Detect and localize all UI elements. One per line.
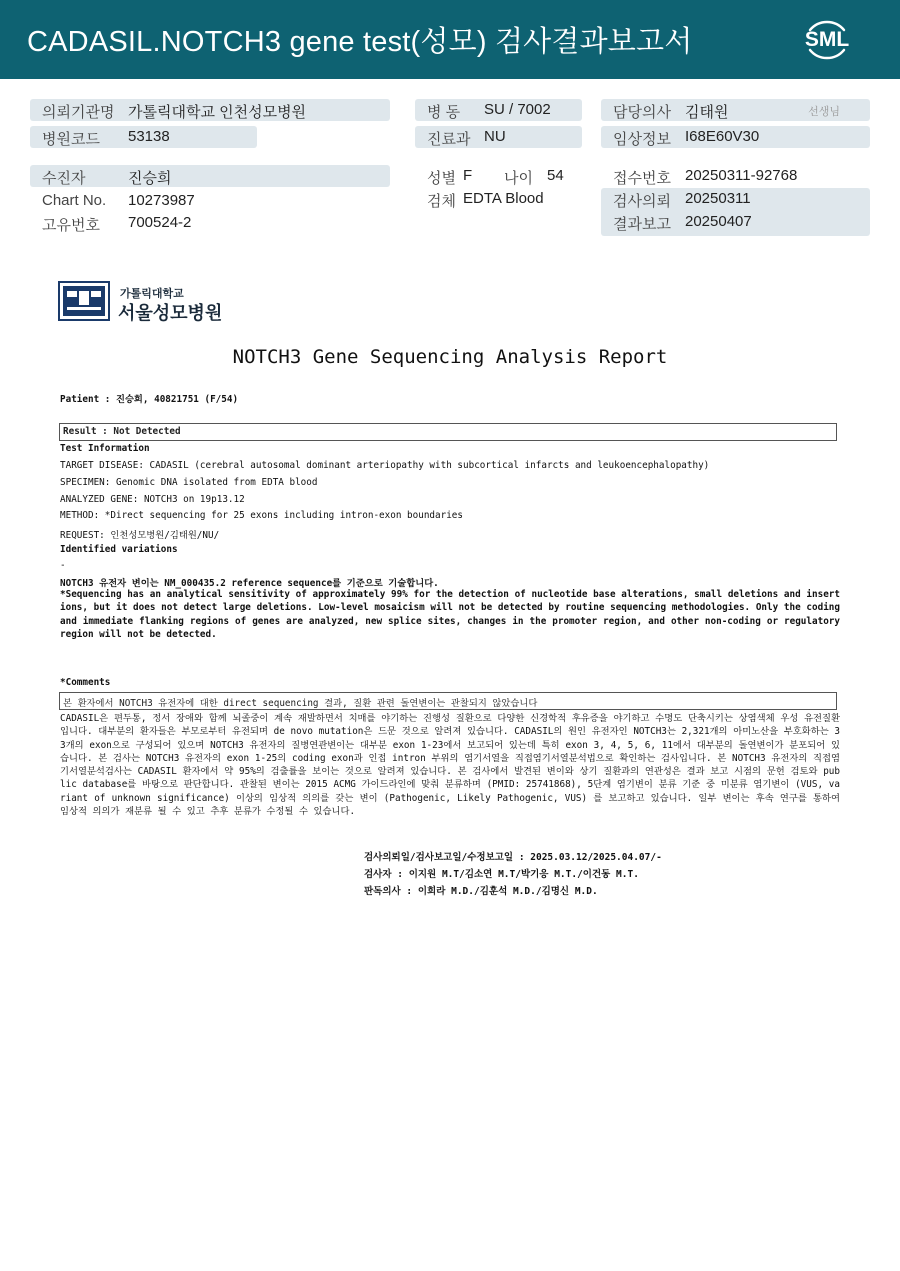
ward-value: SU / 7002	[484, 101, 551, 118]
sex-value: F	[463, 167, 473, 184]
report-date-value: 20250407	[685, 213, 752, 230]
department-field	[415, 126, 582, 148]
patient-value: 진승희	[128, 170, 172, 187]
age-label: 나이	[504, 170, 533, 187]
sensitivity-note: *Sequencing has an analytical sensitivity of approximately 99% for the detection of nucleotide base alterations, small deletions and insertions, but it does not detect large deletions. Low-level mosaicism will not be detected by routine sequencing methodologies. Only the coding and immediate flanking regions of genes are analyzed, new splice sites, changes in the promoter region, and other non-coding or regulatory region will not be detected.	[60, 589, 840, 640]
patient-line: Patient : 진승희, 40821751 (F/54)	[60, 394, 239, 405]
hospital-code-field	[30, 126, 257, 148]
hospital-code-label: 병원코드	[42, 131, 100, 148]
doctor-label: 담당의사	[613, 104, 671, 121]
receipt-no-label: 접수번호	[613, 170, 671, 187]
unique-no-field	[30, 212, 390, 234]
comment-body: CADASIL은 편두통, 정서 장애와 함께 뇌졸중이 계속 재발하면서 치매를 야기하는 진행성 질환으로 다양한 신경학적 후유증을 야기하고 수명도 단축시키는 상염색체 우성 유전질환입니다. 대부분의 환자들은 부모로부터 유전되며 de novo mutation은 드문 것으로 알려져 있습니다. CADASIL의 원인 유전자인 NOTCH3는 2,321개의 아미노산을 부호화하는 33개의 exon으로 구성되어 있으며 NOTCH3 유전자의 질병연관변이는 대부분 exon 1-23에서 보고되어 있는데 특히 exon 3, 4, 5, 6, 11에서 대부분의 돌연변이가 분포되어 있습니다. 본 검사는 NOTCH3 유전자의 exon 1-25의 coding exon과 인접 intron 부위의 염기서열을 직접염기서열분석법으로 확인하는 검사입니다. 본 NOTCH3 유전자의 직접염기서열분석검사는 CADASIL 환자에서 약 95%의 검출률을 보이는 것으로 알려져 있습니다. 본 검사에서 발견된 변이와 상기 질환과의 연관성은 결과 보고 시점의 문헌 검토와 public database를 바탕으로 판단합니다. 관찰된 변이는 2015 ACMG 가이드라인에 맞춰 분류하며 (PMID: 25741868), 5단계 염기변이 분류 기준 중 미분류 염기변이 (VUS, variant of unknown significance) 이상의 임상적 의의를 갖는 변이 (Pathogenic, Likely Pathogenic, VUS) 를 보고하고 있습니다. 일부 변이는 후속 연구를 통하여 임상적 의의가 재분류 될 수 있고 추후 분류가 수정될 수 있습니다.	[60, 713, 840, 818]
unique-no-label: 고유번호	[42, 217, 100, 234]
institution-label: 의뢰기관명	[42, 104, 115, 121]
doctor-field	[601, 99, 870, 121]
report-title: NOTCH3 Gene Sequencing Analysis Report	[232, 346, 668, 368]
receipt-no-field	[601, 165, 870, 187]
report-header	[0, 0, 900, 79]
sml-logo-text: SML	[804, 28, 850, 51]
ward-label: 병 동	[427, 104, 461, 121]
receipt-no-value: 20250311-92768	[685, 167, 798, 184]
reference-note: NOTCH3 유전자 변이는 NM_000435.2 reference sequence를 기준으로 기술합니다.	[60, 578, 439, 589]
age-field	[492, 165, 582, 187]
doctor-value: 김태원	[685, 104, 729, 121]
request-date-label: 검사의뢰	[613, 193, 671, 210]
doctor-suffix: 선생님	[808, 106, 840, 118]
sex-field	[415, 165, 495, 187]
dates-line: 검사의뢰일/검사보고일/수정보고일 : 2025.03.12/2025.04.07/-	[364, 852, 662, 863]
dates-field	[601, 188, 870, 236]
specimen-label: 검체	[427, 193, 456, 210]
chart-no-label: Chart No.	[42, 192, 107, 209]
specimen-line: SPECIMEN: Genomic DNA isolated from EDTA blood	[60, 477, 318, 488]
department-value: NU	[484, 128, 506, 145]
sml-logo	[800, 13, 854, 67]
test-info-heading: Test Information	[60, 443, 150, 454]
comments-heading: *Comments	[60, 677, 111, 688]
clinical-info-field	[601, 126, 870, 148]
patient-field	[30, 165, 390, 187]
target-disease: TARGET DISEASE: CADASIL (cerebral autosomal dominant arteriopathy with subcortical infarcts and leukoencephalopathy)	[60, 460, 710, 471]
age-value: 54	[547, 167, 564, 184]
method-line: METHOD: *Direct sequencing for 25 exons including intron-exon boundaries	[60, 510, 463, 521]
comment-box	[59, 692, 837, 710]
specimen-field	[415, 188, 582, 210]
hospital-logo	[58, 281, 258, 323]
chart-no-value: 10273987	[128, 192, 195, 209]
clinical-info-label: 임상정보	[613, 131, 671, 148]
page-title: CADASIL.NOTCH3 gene test(성모) 검사결과보고서	[27, 26, 693, 58]
patient-label: 수진자	[42, 170, 86, 187]
hospital-emblem-icon	[58, 281, 110, 321]
ward-field	[415, 99, 582, 121]
reader-line: 판독의사 : 이희라 M.D./김훈석 M.D./김명신 M.D.	[364, 886, 598, 897]
specimen-value: EDTA Blood	[463, 190, 544, 207]
institution-value: 가톨릭대학교 인천성모병원	[128, 104, 307, 121]
hospital-name-small: 가톨릭대학교	[120, 287, 184, 300]
hospital-name: 서울성모병원	[118, 303, 223, 324]
identified-heading: Identified variations	[60, 544, 178, 555]
request-date-value: 20250311	[685, 190, 751, 207]
department-label: 진료과	[427, 131, 471, 148]
hospital-code-value: 53138	[128, 128, 170, 145]
request-line: REQUEST: 인천성모병원/김태원/NU/	[60, 530, 220, 541]
comment-box-text: 본 환자에서 NOTCH3 유전자에 대한 direct sequencing 결과, 질환 관련 돌연변이는 관찰되지 않았습니다	[63, 698, 538, 709]
institution-field	[30, 99, 390, 121]
clinical-info-value: I68E60V30	[685, 128, 760, 145]
unique-no-value: 700524-2	[128, 214, 192, 231]
identified-value: -	[60, 560, 66, 571]
result-box	[59, 423, 837, 441]
sex-label: 성별	[427, 170, 456, 187]
testers-line: 검사자 : 이지원 M.T/김소연 M.T/박기응 M.T./이건동 M.T.	[364, 869, 639, 880]
report-date-label: 결과보고	[613, 216, 671, 233]
result-text: Result : Not Detected	[63, 426, 181, 437]
analyzed-gene: ANALYZED GENE: NOTCH3 on 19p13.12	[60, 494, 245, 505]
chart-no-field	[30, 190, 390, 212]
